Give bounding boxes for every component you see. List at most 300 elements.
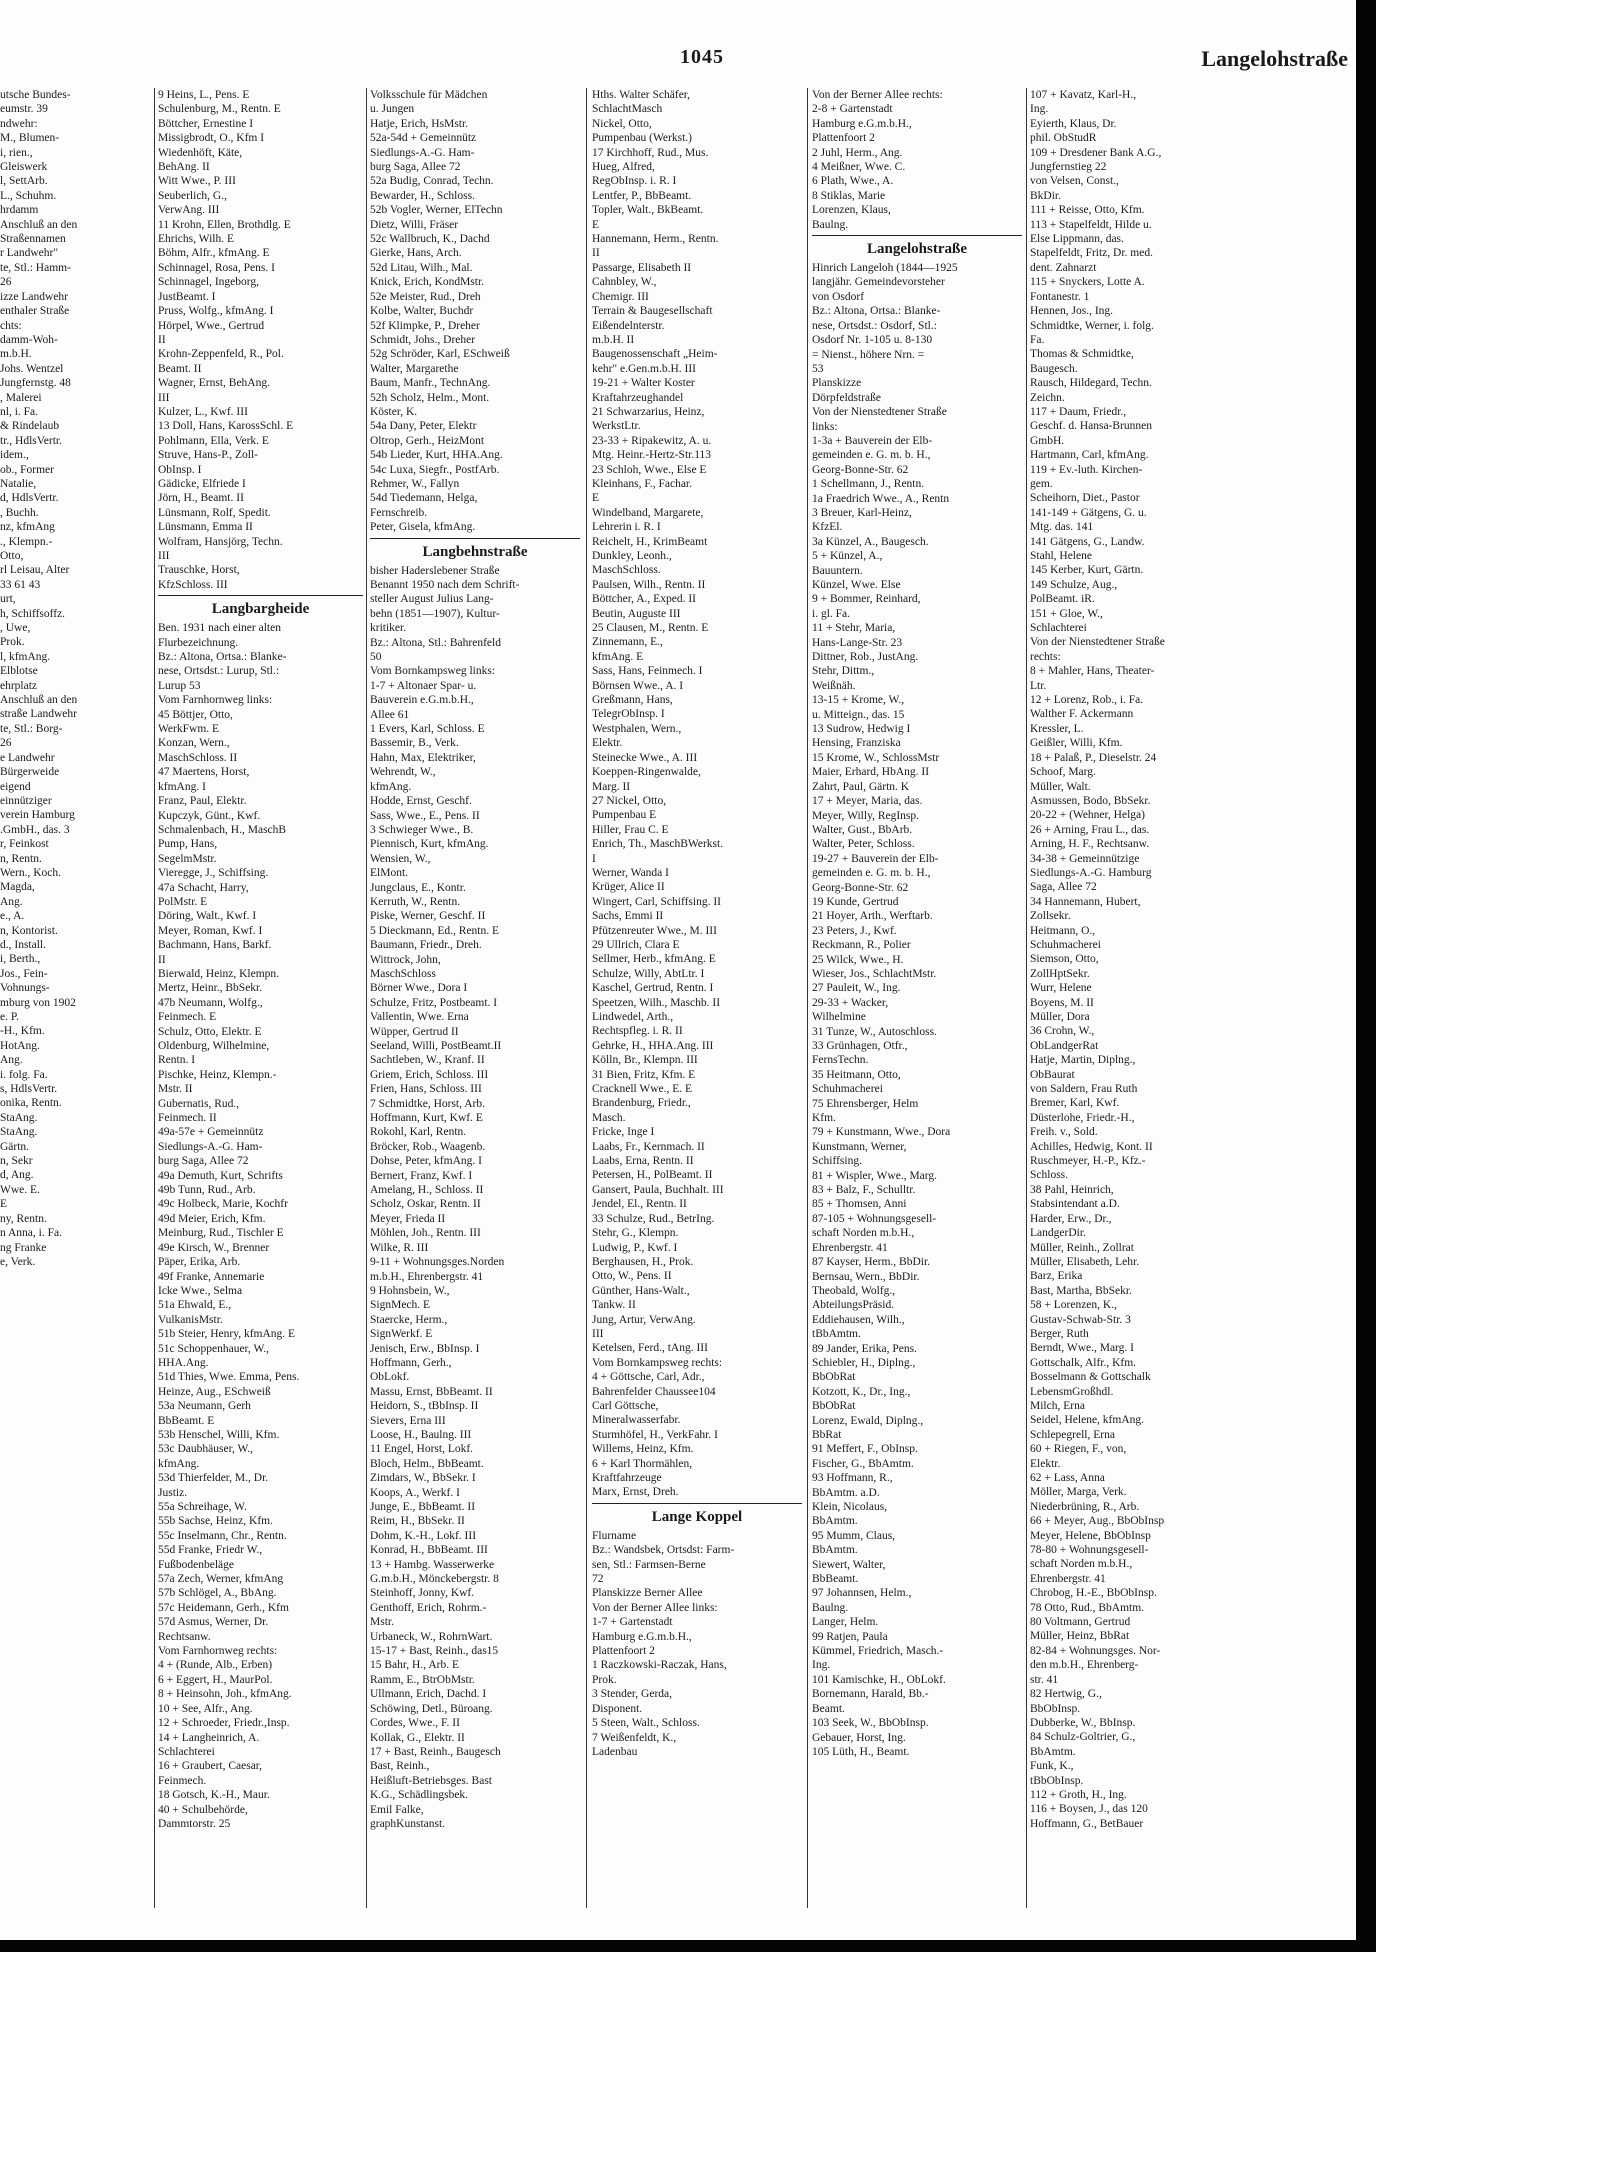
entry-line: 82 Hertwig, G., [1030, 1688, 1102, 1701]
entry-line: BbBeamt. [812, 1573, 859, 1586]
entry-line: Sass, Wwe., E., Pens. II [370, 809, 480, 822]
entry-line: 107 + Kavatz, Karl-H., [1030, 89, 1137, 101]
entry-line: Ehrichs, Wilh. E [158, 233, 234, 246]
entry-line: 58 + Lorenzen, K., [1030, 1299, 1117, 1312]
entry-line: Nickel, Otto, [592, 117, 652, 130]
entry-line: Sass, Hans, Feinmech. I [592, 665, 703, 678]
entry-line: Hörpel, Wwe., Gertrud [158, 319, 265, 332]
entry-line: Ltr. [1030, 679, 1047, 692]
entry-line: Feinmech. E [158, 1011, 217, 1024]
entry-line: gem. [1030, 477, 1053, 490]
entry-line: 6 + Eggert, H., MaurPol. [158, 1673, 273, 1686]
entry-line: Rechtspfleg. i. R. II [592, 1025, 683, 1038]
entry-line: Berger, Ruth [1030, 1327, 1089, 1340]
entry-line: l, SettArb. [0, 175, 48, 188]
entry-line: e., A. [0, 910, 25, 923]
entry-line: eigend [0, 780, 31, 793]
entry-line: Sachs, Emmi II [592, 910, 664, 923]
entry-line: TelegrObInsp. I [592, 708, 665, 721]
entry-line: ObLandgerRat [1030, 1039, 1099, 1052]
entry-line: Feinmech. II [158, 1112, 217, 1125]
entry-line: den m.b.H., Ehrenberg- [1030, 1659, 1139, 1672]
entry-line: Kulzer, L., Kwf. III [158, 405, 248, 418]
entry-line: Witt Wwe., P. III [158, 175, 236, 188]
entry-line: phil. ObStudR [1030, 132, 1097, 145]
entry-line: Elektr. [592, 737, 623, 750]
entry-line: 35 Heitmann, Otto, [812, 1068, 901, 1081]
entry-line: Ullmann, Erich, Dachd. I [370, 1688, 487, 1701]
entry-line: 5 Dieckmann, Ed., Rentn. E [370, 924, 500, 937]
entry-line: Rehmer, W., Fallyn [370, 477, 460, 490]
entry-line: Scheihorn, Diet., Pastor [1030, 492, 1140, 505]
entry-line: Flurname [592, 1529, 637, 1542]
entry-line: 11 Engel, Horst, Lokf. [370, 1443, 474, 1456]
entry-line: Rentn. I [158, 1054, 196, 1067]
entry-line: = Nienst., höhere Nrn. = [812, 348, 925, 361]
entry-line: WerkstLtr. [592, 420, 641, 433]
entry-line: 52h Scholz, Helm., Mont. [370, 391, 490, 404]
entry-line: straße Landwehr [0, 708, 77, 721]
entry-line: 57c Heidemann, Gerh., Kfm [158, 1601, 289, 1614]
entry-line: graphKunstanst. [370, 1817, 446, 1830]
entry-line: Urbaneck, W., RohrnWart. [370, 1630, 493, 1643]
entry-line: 27 Nickel, Otto, [592, 794, 667, 807]
entry-line: Hiller, Frau C. E [592, 823, 669, 836]
entry-line: Freih. v., Sold. [1030, 1126, 1098, 1139]
entry-line: bisher Haderslebener Straße [370, 564, 500, 577]
entry-line: Günther, Hans-Walt., [592, 1284, 690, 1297]
entry-line: 49b Tunn, Rud., Arb. [158, 1184, 256, 1197]
entry-line: Seidel, Helene, kfmAng. [1030, 1414, 1145, 1427]
entry-line: M., Blumen- [0, 132, 60, 145]
entry-line: 45 Böttjer, Otto, [158, 708, 233, 721]
entry-line: nese, Ortsdst.: Lurup, Stl.: [158, 665, 280, 678]
entry-line: Beamt. [812, 1702, 845, 1715]
entry-line: Peter, Gisela, kfmAng. [370, 521, 476, 534]
entry-line: Maier, Erhard, HbAng. II [812, 766, 930, 779]
entry-line: Pfützenreuter Wwe., M. III [592, 924, 717, 937]
entry-line: Krüger, Alice II [592, 881, 665, 894]
entry-line: te, Stl.: Borg- [0, 722, 63, 735]
entry-line: Jungclaus, E., Kontr. [370, 881, 466, 894]
entry-line: onika, Rentn. [0, 1097, 62, 1110]
entry-line: Kerruth, W., Rentn. [370, 895, 461, 908]
entry-line: urt, [0, 593, 16, 606]
entry-line: LandgerDir. [1030, 1227, 1086, 1240]
entry-line: Zollsekr. [1030, 910, 1071, 923]
entry-line: BbAmtm. [812, 1544, 858, 1557]
entry-line: Eyierth, Klaus, Dr. [1030, 117, 1117, 130]
entry-line: Jung, Artur, VerwAng. [592, 1313, 696, 1326]
column-divider [586, 88, 587, 1908]
entry-line: Von der Berner Allee rechts: [812, 89, 943, 101]
entry-line: d, HdlsVertr. [0, 492, 59, 505]
entry-line: Rechtsanw. [158, 1630, 211, 1643]
entry-line: kfmAng. [370, 780, 412, 793]
entry-line: Junge, E., BbBeamt. II [370, 1501, 476, 1513]
entry-line: Planskizze Berner Allee [592, 1587, 703, 1600]
entry-line: 62 + Lass, Anna [1030, 1472, 1105, 1484]
entry-line: Berghausen, H., Prok. [592, 1255, 694, 1268]
entry-line: 31 Tunze, W., Autoschloss. [812, 1025, 937, 1038]
entry-line: 2 Juhl, Herm., Ang. [812, 146, 903, 159]
entry-line: schaft Norden m.b.H., [1030, 1558, 1133, 1571]
entry-line: E [592, 492, 600, 505]
entry-line: 20-22 + (Wehner, Helga) [1030, 809, 1145, 822]
entry-line: 18 + Palaß, P., Dieselstr. 24 [1030, 751, 1157, 764]
entry-line: Krohn-Zeppenfeld, R., Pol. [158, 348, 284, 361]
entry-line: kritiker. [370, 622, 407, 635]
entry-line: BbObInsp. [1030, 1702, 1081, 1715]
entry-line: Heinze, Aug., ESchweiß [158, 1385, 271, 1398]
entry-line: h, Schiffsoffz. [0, 607, 66, 620]
entry-line: Pumpenbau E [592, 809, 657, 822]
entry-line: 7 Weißenfeldt, K., [592, 1731, 677, 1744]
entry-line: Müller, Dora [1030, 1011, 1090, 1023]
entry-line: 119 + Ev.-luth. Kirchen- [1030, 463, 1143, 476]
entry-line: m.b.H. II [592, 333, 635, 346]
entry-line: burg Saga, Allee 72 [370, 161, 461, 174]
entry-line: rechts: [1030, 650, 1061, 663]
entry-line: 8 + Mahler, Hans, Theater- [1030, 665, 1155, 678]
entry-line: Lünsmann, Emma II [158, 521, 253, 534]
entry-line: Fernschreib. [370, 506, 428, 519]
entry-line: E [0, 1198, 8, 1211]
entry-line: Lorenzen, Klaus, [812, 204, 891, 217]
entry-line: steller August Julius Lang- [370, 593, 494, 606]
entry-line: Gehrke, H., HHA.Ang. III [592, 1039, 714, 1052]
entry-line: Willems, Heinz, Kfm. [592, 1443, 694, 1456]
entry-line: Rausch, Hildegard, Techn. [1030, 377, 1152, 390]
entry-line: Siemson, Otto, [1030, 953, 1099, 966]
entry-line: 57a Zech, Werner, kfmAng [158, 1573, 284, 1586]
entry-line: Georg-Bonne-Str. 62 [812, 463, 909, 476]
entry-line: Wieser, Jos., SchlachtMstr. [812, 967, 937, 980]
entry-line: 52a Budig, Conrad, Techn. [370, 175, 494, 188]
entry-line: Vom Bornkampsweg links: [370, 665, 496, 678]
entry-line: 23 Peters, J., Kwf. [812, 924, 897, 937]
entry-line: Bz.: Altona, Stl.: Bahrenfeld [370, 636, 501, 649]
entry-line: KfzEl. [812, 521, 843, 534]
entry-line: , Malerei [0, 391, 42, 404]
entry-line: Saga, Allee 72 [1030, 881, 1097, 894]
entry-line: HotAng. [0, 1039, 40, 1052]
entry-line: Ketelsen, Ferd., tAng. III [592, 1342, 708, 1355]
entry-line: Petersen, H., PolBeamt. II [592, 1169, 713, 1182]
entry-line: 4 Meißner, Wwe. C. [812, 161, 906, 174]
entry-line: Dietz, Willi, Fräser [370, 218, 459, 231]
entry-line: 52f Klimpke, P., Dreher [370, 319, 480, 332]
entry-line: Hatje, Erich, HsMstr. [370, 117, 469, 130]
entry-line: 49f Franke, Annemarie [158, 1270, 265, 1283]
entry-line: BbBeamt. E [158, 1414, 215, 1427]
entry-line: ., Klempn.- [0, 535, 53, 548]
entry-line: Köster, K. [370, 405, 418, 418]
entry-line: 51d Thies, Wwe. Emma, Pens. [158, 1371, 300, 1384]
entry-line: BbRat [812, 1428, 842, 1441]
entry-line: Zahrt, Paul, Gärtn. K [812, 780, 910, 793]
entry-line: II [158, 953, 166, 966]
entry-line: nese, Ortsdst.: Osdorf, Stl.: [812, 319, 937, 332]
entry-line: Bast, Reinh., [370, 1760, 430, 1773]
entry-line: Hennen, Jos., Ing. [1030, 305, 1114, 318]
entry-line: Bröcker, Rob., Waagenb. [370, 1140, 486, 1153]
entry-line: Berndt, Wwe., Marg. I [1030, 1342, 1135, 1355]
entry-line: Schulz, Otto, Elektr. E [158, 1025, 262, 1038]
entry-line: Staercke, Herm., [370, 1313, 448, 1326]
entry-line: Seuberlich, G., [158, 189, 227, 202]
entry-line: Otto, W., Pens. II [592, 1270, 672, 1283]
column-4 [812, 88, 1022, 1918]
entry-line: langjähr. Gemeindevorsteher [812, 276, 945, 289]
entry-line: Straßennamen [0, 233, 66, 246]
entry-line: schaft Norden m.b.H., [812, 1227, 915, 1240]
entry-line: 57b Schlögel, A., BbAng. [158, 1587, 277, 1600]
entry-line: von Saldern, Frau Ruth [1030, 1083, 1138, 1096]
entry-line: Koeppen-Ringenwalde, [592, 766, 701, 779]
entry-line: 53a Neumann, Gerh [158, 1400, 251, 1413]
entry-line: Emil Falke, [370, 1803, 424, 1816]
entry-line: Kolbe, Walter, Buchdr [370, 305, 474, 318]
entry-line: burg Saga, Allee 72 [158, 1155, 249, 1168]
column-divider [366, 88, 367, 1908]
entry-line: n, Rentn. [0, 852, 42, 865]
entry-line: Volksschule für Mädchen [370, 89, 488, 101]
entry-line: kfmAng. [158, 1457, 200, 1470]
entry-line: Sachtleben, W., Kranf. II [370, 1054, 485, 1067]
entry-line: MaschSchloss [370, 967, 436, 980]
entry-line: n, Sekr [0, 1155, 33, 1168]
entry-line: Hueg, Alfred, [592, 161, 655, 174]
entry-line: Scholz, Oskar, Rentn. II [370, 1198, 481, 1211]
entry-line: Laabs, Fr., Kernmach. II [592, 1140, 705, 1153]
entry-line: Kleinhans, F., Fachar. [592, 477, 693, 490]
entry-line: 105 Lüth, H., Beamt. [812, 1745, 910, 1758]
entry-line: StaAng. [0, 1126, 38, 1139]
entry-line: ndwehr: [0, 117, 38, 130]
entry-line: Flurbezeichnung. [158, 636, 239, 649]
entry-line: 17 + Bast, Reinh., Baugesch [370, 1745, 501, 1758]
entry-line: 9 + Bommer, Reinhard, [812, 593, 921, 606]
entry-line: Müller, Elisabeth, Lehr. [1030, 1255, 1140, 1268]
entry-line: Schmalenbach, H., MaschB [158, 823, 287, 836]
entry-line: Baulng. [812, 1601, 849, 1614]
entry-line: Allee 61 [370, 708, 410, 721]
entry-line: Sturmhöfel, H., VerkFahr. I [592, 1428, 718, 1441]
entry-line: Gottschalk, Alfr., Kfm. [1030, 1356, 1137, 1369]
entry-line: Hoffmann, Kurt, Kwf. E [370, 1112, 483, 1125]
entry-line: Reim, H., BbSekr. II [370, 1515, 465, 1528]
entry-line: Vom Bornkampsweg rechts: [592, 1356, 723, 1369]
page-number: 1045 [680, 46, 724, 68]
entry-line: Cahnbley, W., [592, 276, 657, 289]
entry-line: Jörn, H., Beamt. II [158, 492, 244, 505]
entry-line: Schöwing, Detl., Büroang. [370, 1702, 493, 1715]
entry-line: Enrich, Th., MaschBWerkst. [592, 838, 724, 851]
entry-line: 117 + Daum, Friedr., [1030, 405, 1127, 418]
entry-line: 13-15 + Krome, W., [812, 694, 905, 707]
entry-line: Baumann, Friedr., Dreh. [370, 939, 482, 952]
entry-line: Dubberke, W., BbInsp. [1030, 1716, 1136, 1729]
entry-line: Gebauer, Horst, Ing. [812, 1731, 906, 1744]
entry-line: d, Ang. [0, 1169, 34, 1182]
entry-line: Mertz, Heinr., BbSekr. [158, 982, 263, 995]
entry-line: gemeinden e. G. m. b. H., [812, 449, 931, 462]
entry-line: Wehrendt, W., [370, 766, 436, 779]
column-5 [1030, 88, 1240, 1918]
entry-line: MaschSchloss. II [158, 751, 238, 764]
column-3 [592, 88, 802, 1918]
entry-line: Bassemir, B., Verk. [370, 737, 459, 750]
entry-line: 17 + Meyer, Maria, das. [812, 795, 923, 808]
entry-line: Vom Farnhornweg rechts: [158, 1645, 278, 1658]
entry-line: Kupczyk, Günt., Kwf. [158, 809, 261, 822]
entry-line: Ang. [0, 1054, 23, 1067]
entry-line: 27 Pauleit, W., Ing. [812, 982, 901, 995]
entry-line: 3 Schwieger Wwe., B. [370, 823, 474, 836]
entry-line: 40 + Schulbehörde, [158, 1803, 248, 1816]
entry-line: Feinmech. [158, 1774, 207, 1787]
entry-line: Schiffsing. [812, 1155, 862, 1168]
entry-line: Griem, Erich, Schloss. III [370, 1068, 489, 1081]
entry-line: Hoffmann, G., BetBauer [1030, 1817, 1144, 1830]
entry-line: 82-84 + Wohnungsges. Nor- [1030, 1644, 1161, 1657]
entry-line: 3a Künzel, A., Baugesch. [812, 535, 929, 548]
entry-line: te, Stl.: Hamm- [0, 261, 71, 274]
entry-line: PolMstr. E [158, 895, 208, 908]
entry-line: Masch. [592, 1111, 626, 1124]
entry-line: 101 Kamischke, H., ObLokf. [812, 1673, 946, 1686]
entry-line: 15 Krome, W., SchlossMstr [812, 751, 940, 764]
entry-line: BbAmtm. [812, 1515, 858, 1528]
entry-line: Benannt 1950 nach dem Schrift- [370, 579, 520, 591]
entry-line: 57d Asmus, Werner, Dr. [158, 1616, 269, 1629]
entry-line: GmbH. [1030, 434, 1065, 447]
entry-line: Walter, Peter, Schloss. [812, 838, 915, 851]
entry-line: idem., [0, 449, 29, 462]
entry-line: Magda, [0, 881, 35, 894]
entry-line: nz, kfmAng [0, 521, 55, 534]
entry-line: Jungfernstieg 22 [1030, 161, 1107, 174]
entry-line: Müller, Reinh., Zollrat [1030, 1241, 1134, 1254]
column-edge [0, 88, 150, 1918]
entry-line: Hahn, Max, Elektriker, [370, 751, 476, 764]
entry-line: 33 Schulze, Rud., BetrIng. [592, 1212, 715, 1225]
entry-line: Schinnagel, Rosa, Pens. I [158, 261, 275, 274]
entry-line: Fontanestr. 1 [1030, 290, 1090, 303]
entry-line: einnütziger [0, 794, 52, 807]
entry-line: 21 Schwarzarius, Heinz, [592, 405, 705, 418]
entry-line: 8 Stiklas, Marie [812, 189, 886, 202]
entry-line: Amelang, H., Schloss. II [370, 1184, 484, 1197]
entry-line: Beamt. II [158, 362, 202, 375]
entry-line: u. Jungen [370, 103, 415, 116]
entry-line: Gärtn. [0, 1140, 30, 1153]
entry-line: behn (1851—1907), Kultur- [370, 607, 500, 620]
entry-line: 51b Steier, Henry, kfmAng. E [158, 1328, 296, 1341]
scan-border [1356, 0, 1376, 1950]
entry-line: 19-27 + Bauverein der Elb- [812, 852, 939, 865]
entry-line: dent. Zahnarzt [1030, 261, 1097, 274]
entry-line: damm-Woh- [0, 333, 58, 346]
entry-line: AbteilungsPräsid. [812, 1299, 895, 1312]
entry-line: 51a Ehwald, E., [158, 1299, 232, 1312]
entry-line: Frien, Hans, Schloss. III [370, 1083, 482, 1096]
entry-line: Struve, Hans-P., Zoll- [158, 449, 258, 462]
entry-line: Greßmann, Hans, [592, 694, 673, 707]
entry-line: 9 Heins, L., Pens. E [158, 89, 250, 101]
entry-line: Gubernatis, Rud., [158, 1097, 240, 1110]
entry-line: gemeinden e. G. m. b. H., [812, 867, 931, 880]
entry-line: Fischer, G., BbAmtm. [812, 1457, 914, 1470]
entry-line: Walther F. Ackermann [1030, 708, 1134, 721]
entry-line: Bz.: Wandsbek, Ortsdst: Farm- [592, 1544, 735, 1557]
entry-line: Pruss, Wolfg., kfmAng. I [158, 305, 274, 318]
entry-line: 47 Maertens, Horst, [158, 766, 250, 779]
entry-line: L., Schuhm. [0, 189, 57, 202]
entry-line: Möhlen, Joh., Rentn. III [370, 1227, 481, 1240]
entry-line: 3 Breuer, Karl-Heinz, [812, 506, 912, 519]
entry-line: Sievers, Erna III [370, 1414, 446, 1427]
entry-line: Plattenfoort 2 [592, 1645, 655, 1658]
entry-line: Laabs, Erna, Rentn. II [592, 1155, 694, 1168]
entry-line: Heidorn, S., tBbInsp. II [370, 1400, 479, 1413]
entry-line: n Anna, i. Fa. [0, 1227, 62, 1240]
entry-line: 55d Franke, Friedr W., [158, 1544, 263, 1557]
entry-line: Hans-Lange-Str. 23 [812, 636, 903, 649]
entry-line: Genthoff, Erich, Rohrm.- [370, 1601, 487, 1614]
entry-line: 8 + Heinsohn, Joh., kfmAng. [158, 1688, 292, 1701]
entry-line: 3 Stender, Gerda, [592, 1688, 673, 1701]
entry-line: i, Berth., [0, 953, 41, 966]
entry-line: 52a-54d + Gemeinnütz [370, 132, 477, 145]
entry-line: Lehrerin i. R. I [592, 521, 661, 534]
entry-line: 103 Seek, W., BbObInsp. [812, 1717, 929, 1730]
entry-line: Lünsmann, Rolf, Spedit. [158, 506, 271, 519]
entry-line: Schulze, Willy, AbtLtr. I [592, 967, 705, 980]
entry-line: Jendel, El., Rentn. II [592, 1198, 687, 1211]
entry-line: Westphalen, Wern., [592, 722, 682, 735]
entry-line: utsche Bundes- [0, 89, 71, 101]
entry-line: Wolfram, Hansjörg, Techn. [158, 535, 283, 548]
entry-line: Steinecke Wwe., A. III [592, 751, 698, 764]
street-heading: Langbargheide [158, 595, 363, 620]
entry-line: Missigbrodt, O., Kfm I [158, 132, 265, 145]
entry-line: Konrad, H., BbBeamt. III [370, 1544, 488, 1557]
entry-line: Vohnungs- [0, 982, 50, 995]
entry-line: 34 Hannemann, Hubert, [1030, 895, 1141, 908]
entry-line: WerkFwm. E [158, 723, 220, 736]
entry-line: 91 Meffert, F., ObInsp. [812, 1443, 918, 1456]
entry-line: u. Mitteign., das. 15 [812, 708, 905, 721]
entry-line: 2-8 + Gartenstadt [812, 103, 893, 116]
entry-line: Bernsau, Wern., BbDir. [812, 1270, 920, 1283]
entry-line: Windelband, Margarete, [592, 506, 704, 519]
entry-line: ng Franke [0, 1241, 47, 1254]
entry-line: , Buchh. [0, 506, 39, 519]
entry-line: Baum, Manfr., TechnAng. [370, 377, 491, 390]
entry-line: kehr" e.Gen.m.b.H. III [592, 362, 697, 375]
entry-line: Müller, Heinz, BbRat [1030, 1630, 1130, 1643]
entry-line: 87-105 + Wohnungsgesell- [812, 1212, 937, 1225]
entry-line: e. P. [0, 1011, 19, 1023]
entry-line: 50 [370, 651, 382, 664]
entry-line: Düsterlohe, Friedr.-H., [1030, 1111, 1135, 1124]
entry-line: Anschluß an den [0, 694, 78, 707]
entry-line: 33 61 43 [0, 578, 41, 591]
entry-line: Schiebler, H., Diplng., [812, 1356, 916, 1369]
entry-line: Kotzott, K., Dr., Ing., [812, 1385, 911, 1398]
